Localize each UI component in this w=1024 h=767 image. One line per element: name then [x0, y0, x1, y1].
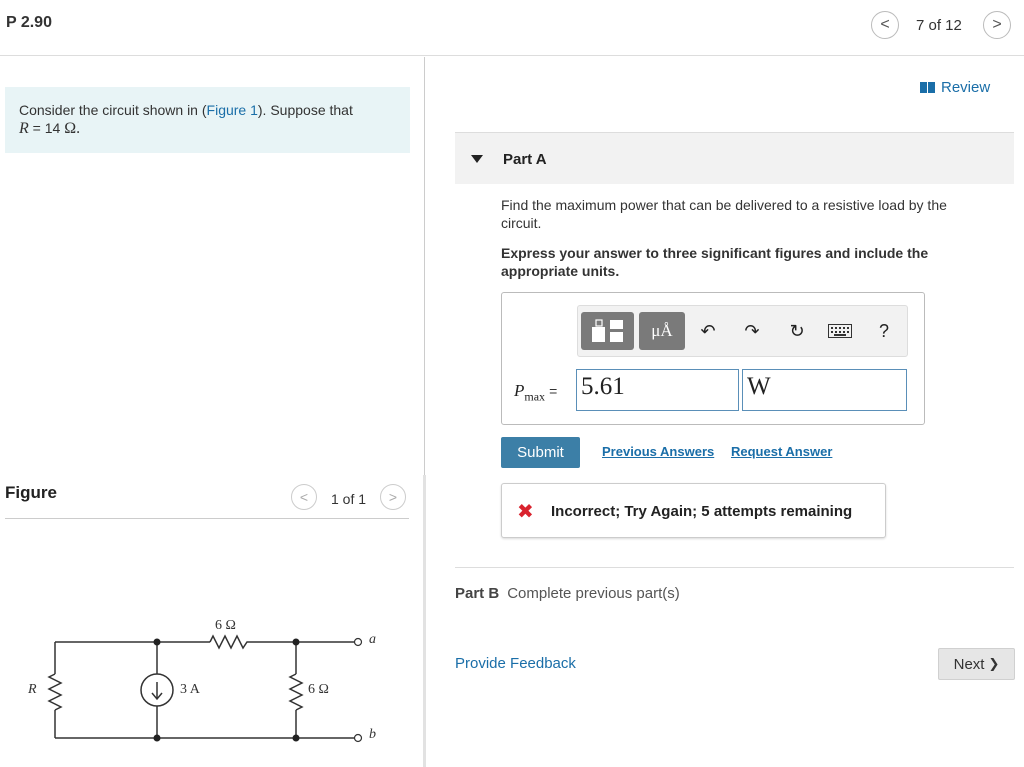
source-label: 3 A — [180, 682, 200, 697]
figure-next-button[interactable] — [380, 484, 406, 510]
part-b-status: Complete previous part(s) — [507, 585, 680, 602]
equals-sign: = — [549, 383, 558, 399]
feedback-box — [501, 483, 886, 538]
book-icon — [920, 82, 935, 93]
circuit-svg — [20, 612, 400, 752]
divider — [455, 567, 1014, 568]
part-b-row — [455, 585, 680, 602]
figure-pager: 1 of 1 — [331, 491, 367, 507]
units-button[interactable]: μÅ — [639, 312, 685, 350]
resistance-value: = 14 — [28, 120, 65, 136]
top-resistor-label: 6 Ω — [215, 618, 236, 633]
chevron-left-icon: < — [880, 16, 890, 33]
figure-header — [5, 481, 409, 519]
redo-icon[interactable]: ↷ — [744, 320, 760, 341]
chevron-right-icon: ❯ — [988, 656, 1000, 671]
intro-text: Consider the circuit shown in ( — [19, 102, 207, 118]
instructions-text: Express your answer to three significant figures and include the appropriate units. — [501, 245, 929, 279]
caret-down-icon — [471, 155, 483, 163]
problem-pager: 7 of 12 — [916, 17, 962, 34]
chevron-right-icon: > — [992, 16, 1002, 33]
keyboard-icon — [828, 324, 852, 338]
next-label: Next — [953, 655, 985, 673]
answer-value-input[interactable]: 5.61 — [576, 369, 739, 411]
shunt-resistor-label: 6 Ω — [308, 682, 329, 697]
templates-icon — [590, 318, 626, 344]
previous-problem-button[interactable] — [871, 11, 899, 39]
figure-link[interactable]: Figure 1 — [206, 102, 258, 118]
previous-answers-link[interactable]: Previous Answers — [602, 444, 715, 459]
left-panel — [0, 57, 425, 767]
top-bar — [0, 0, 1024, 56]
provide-feedback-link[interactable]: Provide Feedback — [455, 655, 576, 672]
next-problem-button[interactable] — [983, 11, 1011, 39]
chevron-right-icon: > — [388, 489, 398, 505]
resistance-unit: Ω. — [64, 120, 81, 137]
help-icon[interactable]: ? — [878, 320, 889, 341]
math-toolbar — [577, 305, 908, 357]
scrollbar-track[interactable] — [423, 475, 426, 767]
next-button[interactable] — [938, 648, 1015, 680]
r-label: R — [28, 682, 37, 697]
part-a-title: Part A — [503, 151, 547, 168]
circuit-diagram — [20, 612, 400, 757]
undo-icon[interactable]: ↶ — [700, 320, 716, 341]
keyboard-button[interactable] — [826, 312, 854, 350]
figure-prev-button[interactable] — [291, 484, 317, 510]
submit-button[interactable]: Submit — [501, 437, 580, 468]
reset-icon[interactable]: ↻ — [789, 320, 805, 341]
resistance-var: R — [19, 120, 29, 137]
part-b-label: Part B — [455, 585, 500, 602]
variable-symbol: P — [514, 381, 525, 400]
request-answer-link[interactable]: Request Answer — [731, 444, 833, 459]
review-label: Review — [941, 79, 991, 96]
error-x-icon: ✖ — [517, 501, 534, 523]
part-a-header[interactable] — [455, 132, 1014, 184]
problem-id: P 2.90 — [6, 14, 52, 31]
variable-subscript: max — [524, 389, 546, 404]
terminal-a-label: a — [369, 632, 376, 647]
problem-intro — [5, 87, 410, 153]
feedback-message: Incorrect; Try Again; 5 attempts remaining — [551, 503, 853, 520]
review-link[interactable] — [920, 79, 990, 96]
chevron-left-icon: < — [299, 489, 309, 505]
answer-units-input[interactable]: W — [742, 369, 907, 411]
intro-text-after: ). Suppose that — [257, 102, 353, 118]
templates-button[interactable] — [581, 312, 634, 350]
variable-label — [514, 381, 557, 404]
question-text: Find the maximum power that can be delivered to a resistive load by the circuit. — [501, 197, 947, 231]
terminal-b-label: b — [369, 727, 376, 742]
figure-title: Figure — [5, 483, 57, 502]
answer-box — [501, 292, 925, 425]
